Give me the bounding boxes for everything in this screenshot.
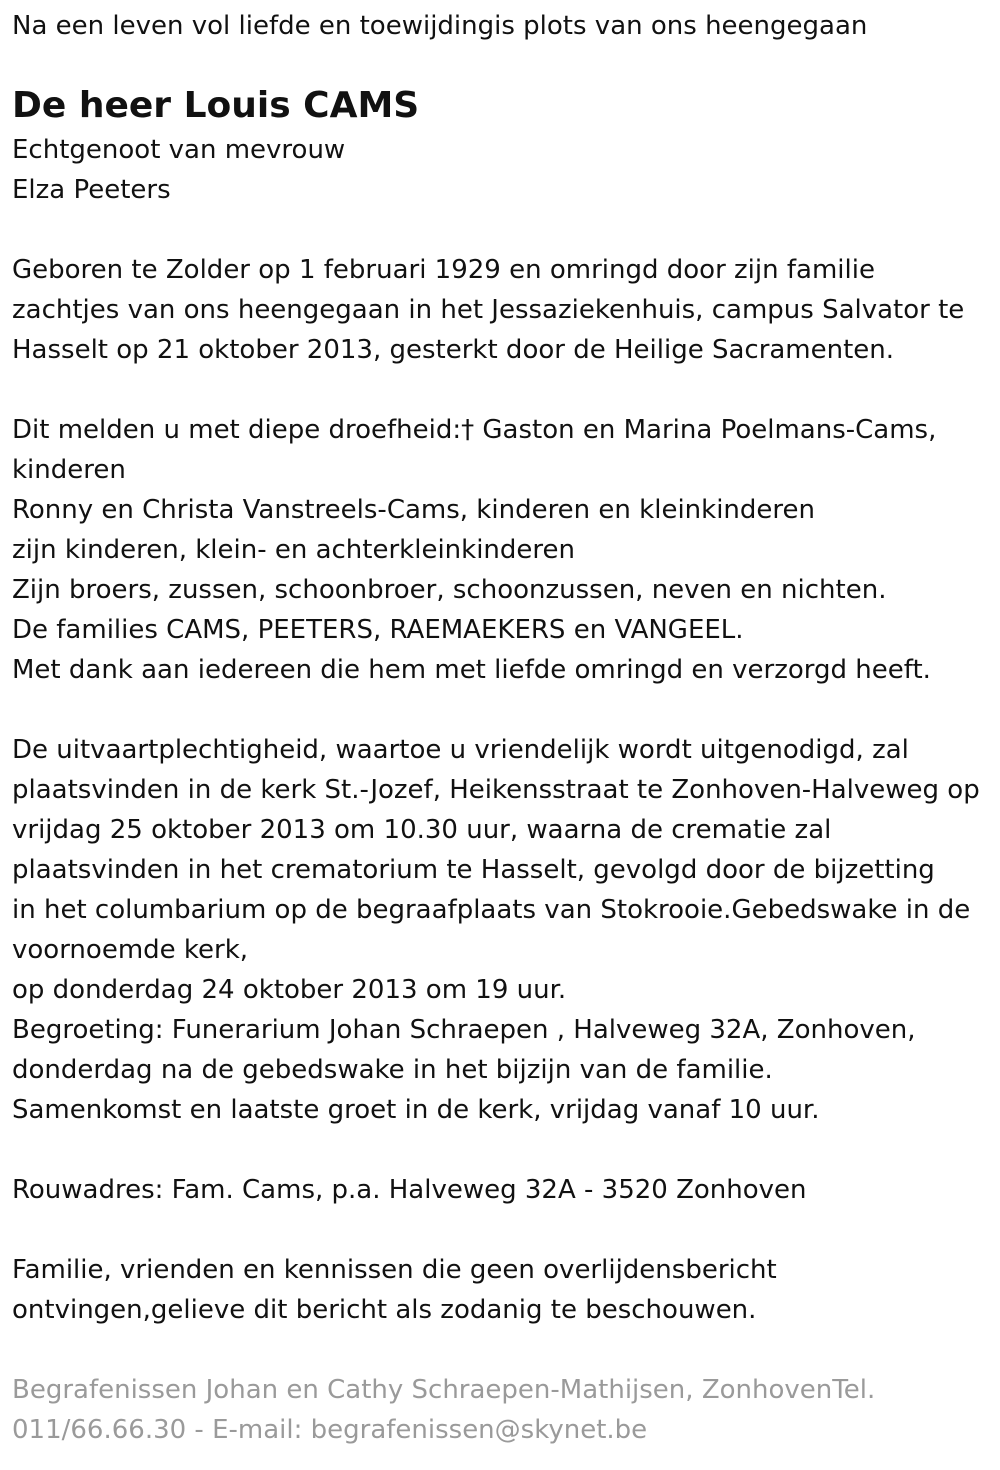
spacer: [12, 210, 980, 250]
spouse-name: Elza Peeters: [12, 175, 171, 205]
text-line: vrijdag 25 oktober 2013 om 10.30 uur, waarna de crematie zal: [12, 815, 832, 845]
text-line: zijn kinderen, klein- en achterkleinkinderen: [12, 535, 575, 565]
text-line: Ronny en Christa Vanstreels-Cams, kinderen en kleinkinderen: [12, 495, 815, 525]
spacer: [12, 690, 980, 730]
footer-line: Begrafenissen Johan en Cathy Schraepen-Mathijsen, ZonhovenTel.: [12, 1375, 876, 1405]
spouse-block: [12, 130, 980, 210]
deceased-name: De heer Louis CAMS: [12, 85, 420, 126]
text-line: plaatsvinden in de kerk St.-Jozef, Heikensstraat te Zonhoven-Halveweg op: [12, 775, 980, 805]
text-line: plaatsvinden in het crematorium te Hasselt, gevolgd door de bijzetting: [12, 855, 935, 885]
text-line: op donderdag 24 oktober 2013 om 19 uur.: [12, 975, 567, 1005]
family-paragraph: [12, 410, 980, 690]
text-line: Zijn broers, zussen, schoonbroer, schoonzussen, neven en nichten.: [12, 575, 887, 605]
text-line: Hasselt op 21 oktober 2013, gesterkt door de Heilige Sacramenten.: [12, 335, 895, 365]
funeral-home-footer: [12, 1370, 980, 1450]
spacer: [12, 1130, 980, 1170]
notice-paragraph: [12, 1250, 980, 1330]
ceremony-paragraph: [12, 730, 980, 1130]
text-line: Dit melden u met diepe droefheid:† Gaston en Marina Poelmans-Cams,: [12, 415, 937, 445]
spouse-line: Echtgenoot van mevrouw: [12, 135, 346, 165]
text-line: ontvingen,gelieve dit bericht als zodanig te beschouwen.: [12, 1295, 757, 1325]
mourning-address: Rouwadres: Fam. Cams, p.a. Halveweg 32A - 3520 Zonhoven: [12, 1175, 807, 1205]
text-line: Samenkomst en laatste groet in de kerk, vrijdag vanaf 10 uur.: [12, 1095, 820, 1125]
text-line: kinderen: [12, 455, 126, 485]
birth-paragraph: [12, 250, 980, 370]
text-line: in het columbarium op de begraafplaats van Stokrooie.Gebedswake in de: [12, 895, 971, 925]
text-line: Familie, vrienden en kennissen die geen overlijdensbericht: [12, 1255, 777, 1285]
footer-contact: 011/66.66.30 - E-mail: begrafenissen@skynet.be: [12, 1415, 648, 1445]
text-line: De families CAMS, PEETERS, RAEMAEKERS en VANGEEL.: [12, 615, 744, 645]
text-line: Begroeting: Funerarium Johan Schraepen , Halveweg 32A, Zonhoven,: [12, 1015, 916, 1045]
text-line: Met dank aan iedereen die hem met liefde omringd en verzorgd heeft.: [12, 655, 931, 685]
spacer: [12, 1210, 980, 1250]
spacer: [12, 370, 980, 410]
text-line: zachtjes van ons heengegaan in het Jessaziekenhuis, campus Salvator te: [12, 295, 965, 325]
text-line: voornoemde kerk,: [12, 935, 249, 965]
text-line: donderdag na de gebedswake in het bijzijn van de familie.: [12, 1055, 773, 1085]
text-line: De uitvaartplechtigheid, waartoe u vriendelijk wordt uitgenodigd, zal: [12, 735, 909, 765]
spacer: [12, 1330, 980, 1370]
text-line: Geboren te Zolder op 1 februari 1929 en omringd door zijn familie: [12, 255, 875, 285]
intro-text: Na een leven vol liefde en toewijdingis plots van ons heengegaan: [12, 11, 868, 41]
